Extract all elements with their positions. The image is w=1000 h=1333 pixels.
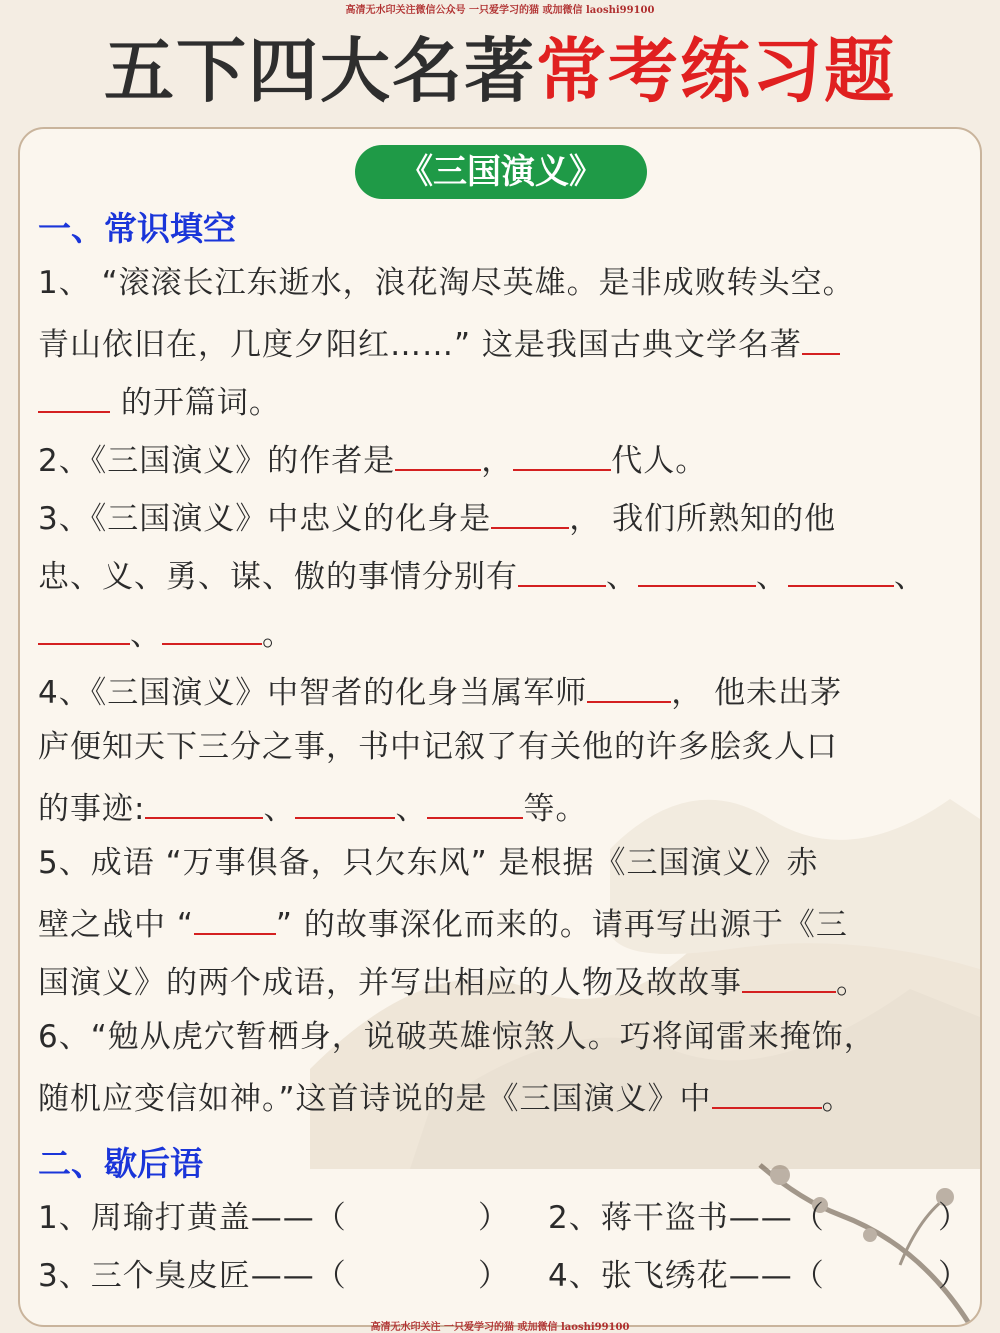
separator: 、: [263, 791, 296, 827]
watermark-bottom: 高清无水印关注 一只爱学习的猫 或加微信 laoshi99100: [370, 1322, 630, 1333]
q3-line1: [38, 495, 836, 539]
separator: 、: [395, 791, 428, 827]
xhy-row: [38, 1256, 968, 1296]
separator: 、: [130, 617, 162, 653]
q5-text-b: 壁之战中 “: [38, 907, 194, 943]
q5-text-e: 。: [836, 965, 868, 1001]
xhy-item-2: 2、蒋干盗书——（: [548, 1200, 825, 1236]
q3-text-c: 忠、义、勇、谋、傲的事情分别有: [38, 559, 518, 595]
answer-blank[interactable]: [788, 553, 894, 587]
q4-text-d: 的事迹:: [38, 791, 146, 827]
section-heading-1: 一、常识填空: [38, 209, 236, 248]
q4-text-e: 等。: [523, 791, 588, 827]
xhy-paren-1: ）: [478, 1200, 510, 1236]
xhy-item-1: 1、周瑜打黄盖——（: [38, 1200, 347, 1236]
answer-blank[interactable]: [38, 611, 130, 645]
q5-line2: [38, 901, 848, 945]
q2-text-b: ，: [481, 443, 514, 479]
xhy-paren-4: ）: [938, 1258, 970, 1294]
period: 。: [262, 617, 294, 653]
q6-line1: 6、“勉从虎穴暂栖身，说破英雄惊煞人。巧将闻雷来掩饰，: [38, 1019, 876, 1055]
xhy-item-3: 3、三个臭皮匠——（: [38, 1258, 347, 1294]
q1-line3-text: 的开篇词。: [110, 385, 281, 421]
q1-line2: [38, 321, 840, 365]
q4-text-a: 4、《三国演义》中智者的化身当属军师: [38, 675, 588, 711]
answer-blank[interactable]: [491, 495, 569, 529]
answer-blank[interactable]: [295, 785, 395, 819]
separator: 、: [606, 559, 638, 595]
q4-line1: [38, 669, 842, 713]
answer-blank[interactable]: [162, 611, 262, 645]
q2-text-c: 代人。: [611, 443, 708, 479]
page-title: [0, 26, 1000, 116]
q3-text-b: ， 我们所熟知的他: [569, 501, 837, 537]
q5-text-d: 国演义》的两个成语，并写出相应的人物及故故事: [38, 965, 742, 1001]
answer-blank[interactable]: [194, 901, 276, 935]
separator: 、: [894, 559, 926, 595]
answer-blank[interactable]: [638, 553, 756, 587]
q1-line1: 1、 “滚滚长江东逝水，浪花淘尽英雄。是非成败转头空。: [38, 265, 855, 301]
q5-line1: 5、成语 “万事俱备，只欠东风” 是根据《三国演义》赤: [38, 845, 819, 881]
xhy-item-4: 4、张飞绣花——（: [548, 1258, 825, 1294]
xhy-paren-3: ）: [478, 1258, 510, 1294]
answer-blank[interactable]: [395, 437, 481, 471]
separator: 、: [756, 559, 788, 595]
q6-line2: [38, 1075, 854, 1119]
answer-blank[interactable]: [427, 785, 523, 819]
q6-text-c: 。: [821, 1081, 854, 1117]
answer-blank[interactable]: [38, 379, 110, 413]
answer-blank[interactable]: [145, 785, 263, 819]
watermark-top: 高清无水印关注微信公众号 一只爱学习的猫 或加微信 laoshi99100: [345, 5, 655, 16]
answer-blank[interactable]: [802, 321, 840, 355]
xhy-paren-2: ）: [938, 1200, 970, 1236]
answer-blank[interactable]: [712, 1075, 822, 1109]
title-red: 常考练习题: [536, 30, 896, 112]
section-heading-2: 二、歇后语: [38, 1144, 203, 1183]
q3-line3: [38, 611, 294, 655]
q4-line2: 庐便知天下三分之事，书中记叙了有关他的许多脍炙人口: [38, 729, 838, 765]
q1-line2-text: 青山依旧在，几度夕阳红……” 这是我国古典文学名著: [38, 327, 802, 363]
title-dark: 五下四大名著: [104, 30, 536, 112]
answer-blank[interactable]: [742, 959, 836, 993]
q4-line3: [38, 785, 587, 829]
xhy-row: [38, 1198, 968, 1238]
q2-text-a: 2、《三国演义》的作者是: [38, 443, 396, 479]
q5-line3: [38, 959, 868, 1003]
q1-line3: [38, 379, 281, 423]
q3-text-a: 3、《三国演义》中忠义的化身是: [38, 501, 492, 537]
answer-blank[interactable]: [518, 553, 606, 587]
q2-line: [38, 437, 707, 481]
q5-text-c: ” 的故事深化而来的。请再写出源于《三: [275, 907, 848, 943]
book-title-badge: 《三国演义》: [355, 145, 647, 199]
q4-text-b: ， 他未出茅: [671, 675, 843, 711]
q3-line2: [38, 553, 926, 597]
answer-blank[interactable]: [513, 437, 611, 471]
q6-text-b: 随机应变信如神。”这首诗说的是《三国演义》中: [38, 1081, 712, 1117]
answer-blank[interactable]: [587, 669, 671, 703]
